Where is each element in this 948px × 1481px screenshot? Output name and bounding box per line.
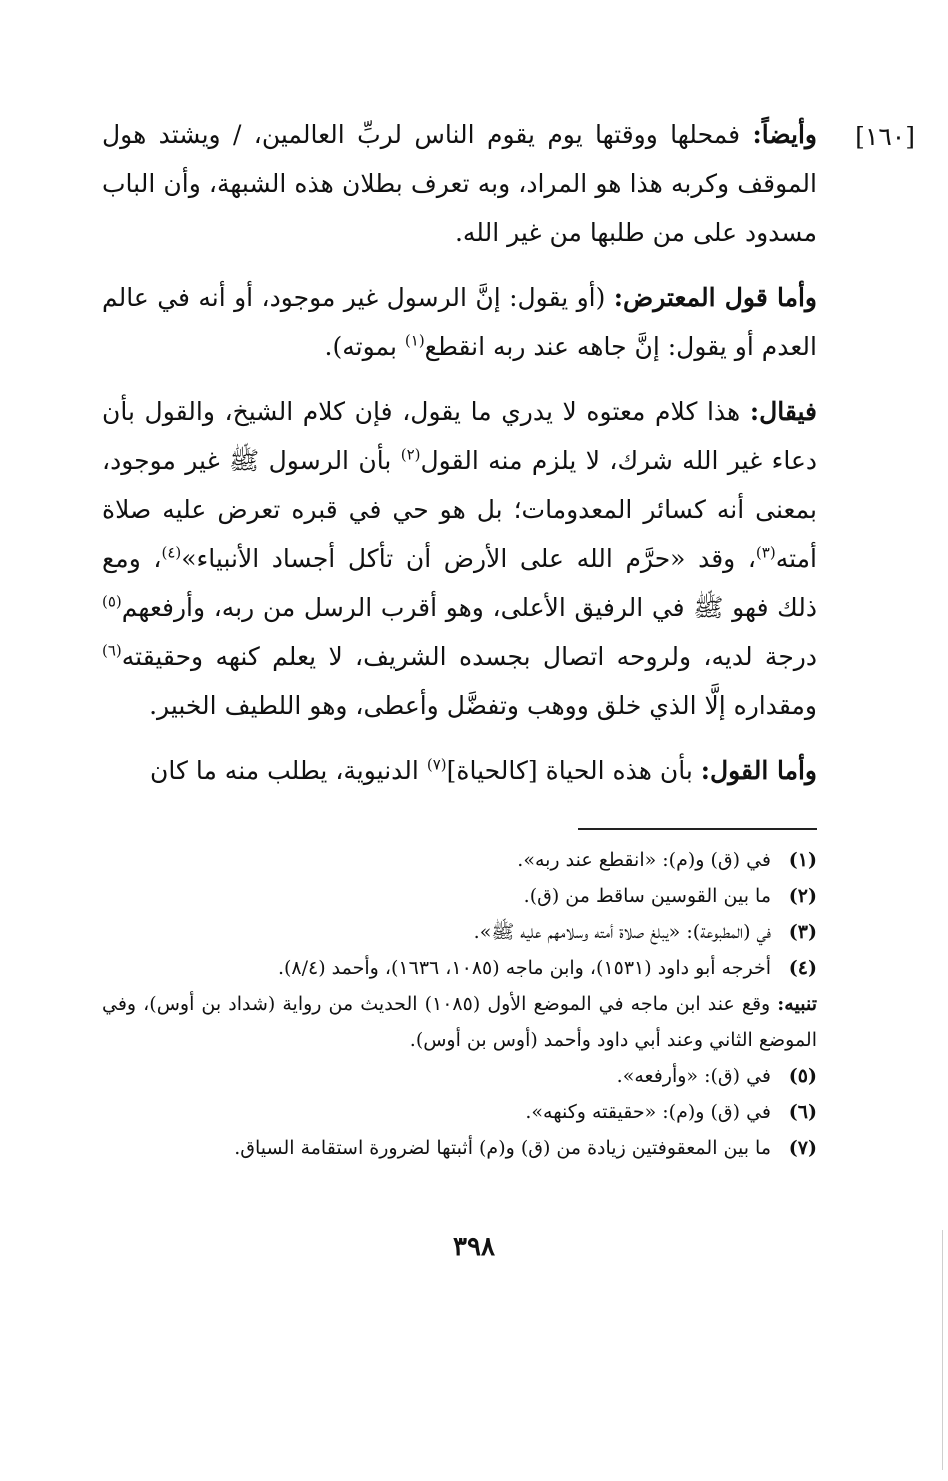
paragraph-lead: وأيضاً: bbox=[752, 120, 817, 149]
paragraph-text: هذا كلام معتوه لا يدري ما يقول، فإن كلام الشيخ، والقول بأن دعاء غير الله شرك، لا يلزم منه القول bbox=[102, 397, 818, 475]
footnote-item bbox=[102, 1058, 817, 1094]
footnote-ref: (٥) bbox=[102, 592, 122, 611]
paragraph-lead: فيقال: bbox=[749, 397, 817, 426]
paragraph-1 bbox=[102, 110, 817, 257]
footnote-number: (٢) bbox=[788, 885, 817, 907]
footnote-number: (٦) bbox=[788, 1101, 817, 1123]
paragraph-4 bbox=[102, 746, 817, 795]
footnote-divider bbox=[578, 828, 817, 830]
note-lead: تنبيه: bbox=[777, 993, 817, 1015]
footnote-item bbox=[102, 878, 817, 914]
footnote-text: أخرجه أبو داود (١٥٣١)، وابن ماجه (١٠٨٥، ١٦٣٦)، وأحمد (٨/٤). bbox=[277, 957, 771, 979]
paragraph-text: الدنيوية، يطلب منه ما كان bbox=[150, 756, 427, 785]
paragraph-text: فمحلها ووقتها يوم يقوم الناس لربِّ العالمين، / ويشتد هول الموقف وكربه هذا هو المراد، وبه تعرف بطلان هذه الشبهة، وأن الباب مسدود على من طلبها من غير الله. bbox=[102, 120, 817, 247]
paragraph-text: ، وقد «حرَّم الله على الأرض أن تأكل أجساد الأنبياء» bbox=[181, 544, 756, 573]
paragraph-text: ومقداره إلَّا الذي خلق ووهب وتفضَّل وأعطى، وهو اللطيف الخبير. bbox=[149, 691, 817, 720]
paragraph-lead: وأما القول: bbox=[700, 756, 817, 785]
paragraph-text: بأن الرسول ﷺ غير موجود، بمعنى أنه كسائر المعدومات؛ بل هو حي في قبره تعرض عليه صلاة أمته bbox=[102, 446, 817, 573]
footnote-number: (١) bbox=[788, 849, 817, 871]
note-text: وقع عند ابن ماجه في الموضع الأول (١٠٨٥) الحديث من رواية (شداد بن أوس)، وفي الموضع الثاني وعند أبي داود وأحمد (أوس بن أوس). bbox=[102, 993, 817, 1051]
footnote-ref: (٦) bbox=[102, 641, 122, 660]
footnote-text: في (المطبوعة): «يبلغ صلاة أمته وسلامهم عليه ﷺ». bbox=[473, 921, 771, 943]
paragraph-2 bbox=[102, 273, 817, 371]
footnote-text: في (ق) و(م): «حقيقته وكنهه». bbox=[525, 1101, 771, 1123]
footnote-text: ما بين القوسين ساقط من (ق). bbox=[523, 885, 771, 907]
footnote-number: (٤) bbox=[788, 957, 817, 979]
paragraph-3 bbox=[102, 387, 817, 730]
paragraph-text: (أو يقول: إنَّ الرسول غير موجود، أو أنه في عالم العدم أو يقول: إنَّ جاهه عند ربه انقطع bbox=[102, 283, 817, 361]
footnote-item bbox=[102, 914, 817, 950]
footnote-note bbox=[102, 986, 817, 1058]
footnote-ref: (٤) bbox=[161, 543, 182, 562]
footnote-text: ما بين المعقوفتين زيادة من (ق) و(م) أثبتها لضرورة استقامة السياق. bbox=[234, 1137, 771, 1159]
paragraph-text: درجة لديه، ولروحه اتصال بجسده الشريف، لا يعلم كنهه وحقيقته bbox=[121, 642, 817, 671]
paragraph-lead: وأما قول المعترض: bbox=[613, 283, 817, 312]
page-marker: [١٦٠] bbox=[855, 122, 915, 151]
footnote-ref: (٣) bbox=[755, 543, 776, 562]
footnote-item bbox=[102, 950, 817, 986]
footnote-number: (٧) bbox=[788, 1137, 817, 1159]
footnote-ref: (٢) bbox=[400, 445, 421, 464]
footnote-ref: (٧) bbox=[426, 755, 447, 774]
footnote-number: (٥) bbox=[788, 1065, 817, 1087]
main-text bbox=[102, 110, 817, 811]
paragraph-text: بأن هذه الحياة [كالحياة] bbox=[446, 756, 701, 785]
footnote-item bbox=[102, 1094, 817, 1130]
paragraph-text: بموته). bbox=[324, 332, 405, 361]
footnotes bbox=[102, 842, 817, 1166]
paragraph-text: ، ومع ذلك فهو ﷺ في الرفيق الأعلى، وهو أقرب الرسل من ربه، وأرفعهم bbox=[102, 544, 817, 622]
footnote-text: في (ق) و(م): «انقطع عند ربه». bbox=[517, 849, 771, 871]
scan-edge-line bbox=[942, 1230, 943, 1470]
footnote-item bbox=[102, 1130, 817, 1166]
footnote-number: (٣) bbox=[788, 921, 817, 943]
footnote-ref: (١) bbox=[404, 331, 425, 350]
page-number: ٣٩٨ bbox=[453, 1232, 495, 1262]
footnote-item bbox=[102, 842, 817, 878]
footnote-text: في (ق): «وأرفعه». bbox=[616, 1065, 771, 1087]
